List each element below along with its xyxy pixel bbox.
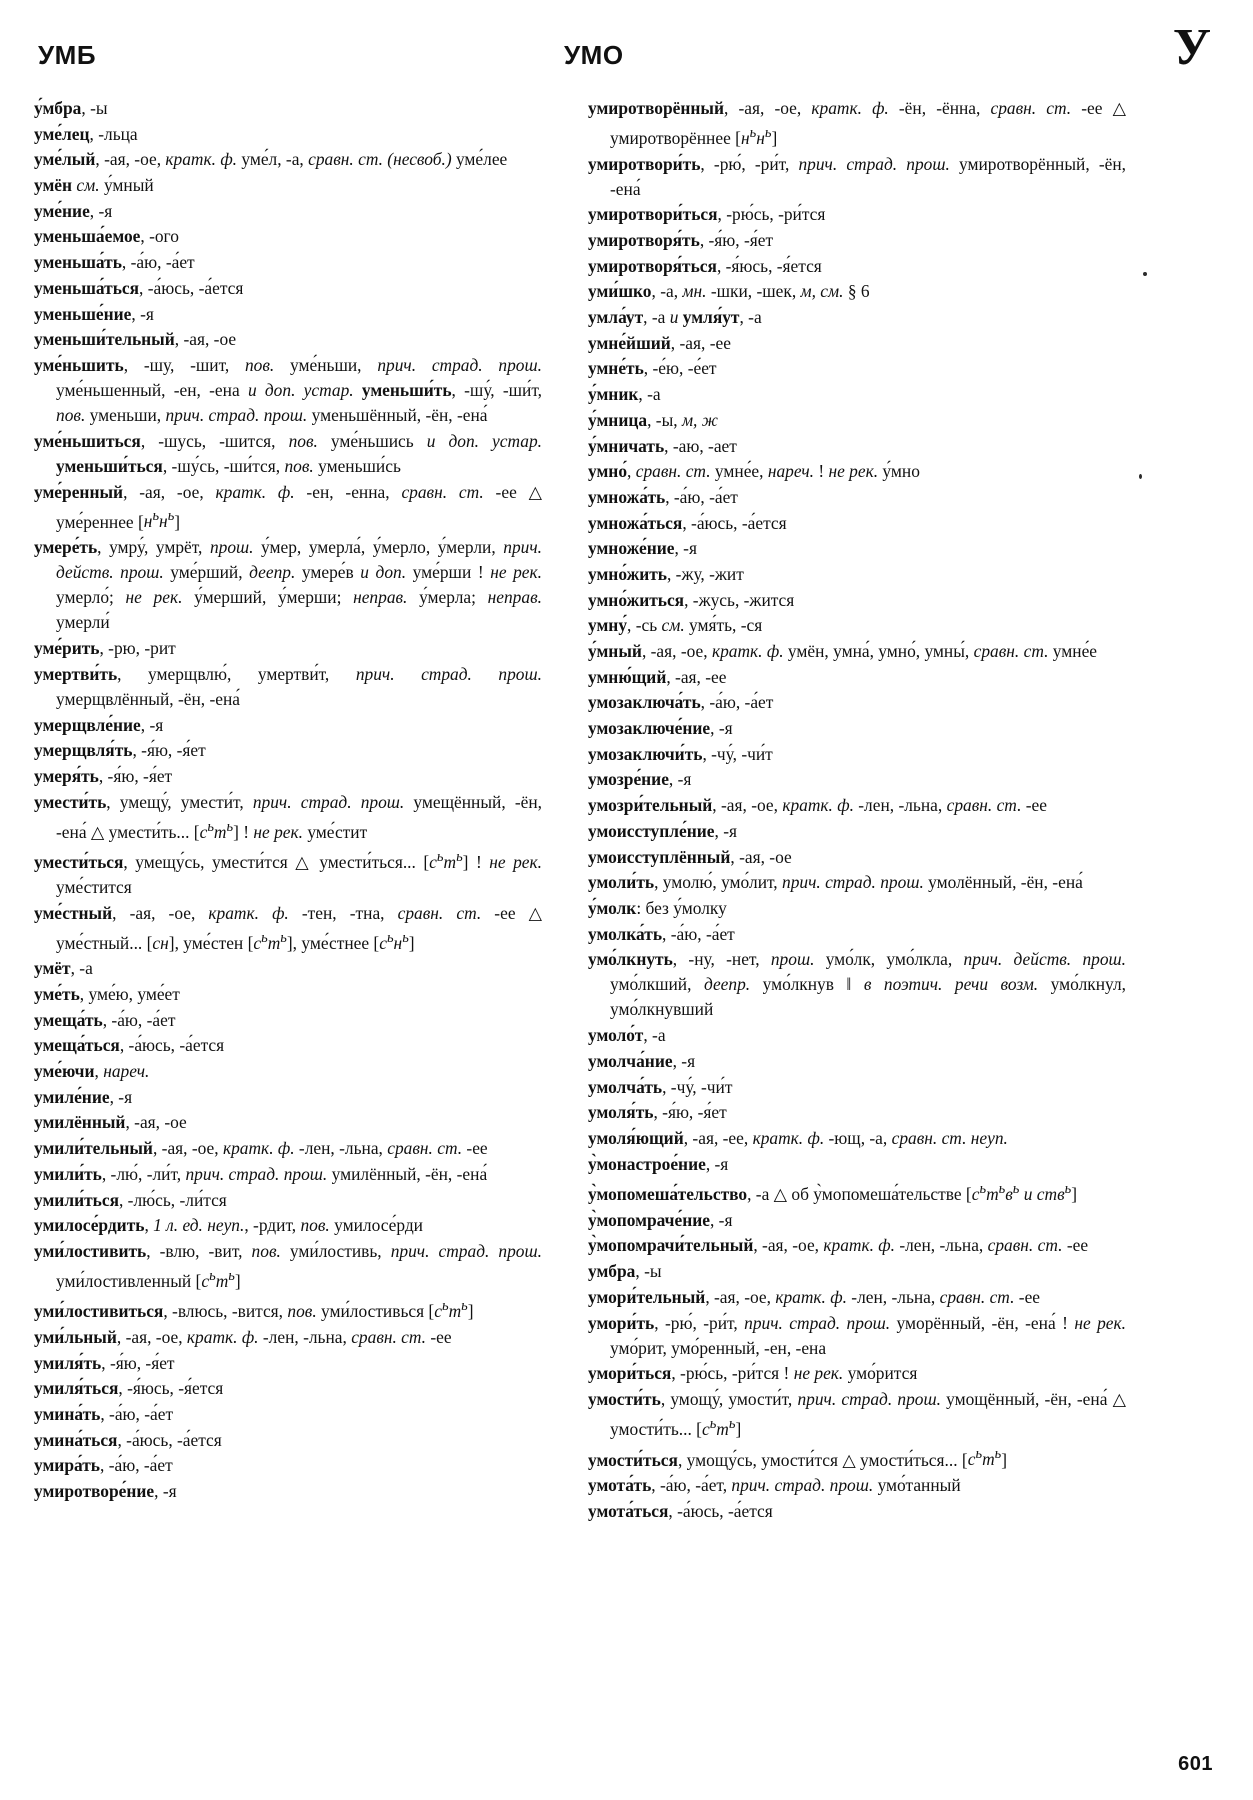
dictionary-entry: уми́льный, -ая, -ое, кратк. ф. -лен, -льна, сравн. ст. -ее [34, 1326, 452, 1347]
dictionary-entry: у́мный, -ая, -ое, кратк. ф. умён, умна́, умно́, умны́, сравн. ст. умне́е [588, 641, 1098, 662]
dictionary-entry: умили́ть, -лю́, -ли́т, прич. страд. прош. умилённый, -ён, -ена́ [34, 1163, 488, 1184]
dictionary-entry: умолча́ть, -чу́, -чи́т [588, 1076, 733, 1097]
dictionary-entry: умиротворя́ться, -я́юсь, -я́ется [588, 255, 822, 276]
dictionary-entry: уми́лостивить, -влю, -вит, пов. уми́лостивь, прич. страд. прош. уми́лостивленный $[с^ьт^ь]$ [34, 1240, 542, 1291]
dictionary-entry: умоли́ть, умолю́, умо́лит, прич. страд. прош. умолённый, -ён, -ена́ [588, 872, 1083, 893]
column-container [34, 96, 1223, 1524]
dictionary-entry: у̀мопомрачи́тельный, -ая, -ое, кратк. ф. -лен, -льна, сравн. ст. -ее [588, 1235, 1089, 1256]
dictionary-entry: умере́ть, умру́, умрёт, прош. у́мер, умерла́, у́мерло, у́мерли, прич. действ. прош. уме́рший, деепр. умере́в и доп. уме́рши ! не рек. умерло́; не рек. у́мерший, у́мерши; неправ. у́мерла; неправ. умерли́ [34, 537, 543, 633]
dictionary-entry: умозаключе́ние, -я [588, 718, 733, 739]
dictionary-entry: уме́ньшиться, -шусь, -шится, пов. уме́ньшись и доп. устар. уменьши́ться, -шу́сь, -ши́тся, пов. уменьши́сь [34, 430, 543, 476]
dictionary-entry: уми́лостивиться, -влюсь, -вится, пов. уми́лостивься $[с^ьт^ь]$ [34, 1298, 474, 1322]
dictionary-entry: умла́ут, -а и умля́ут, -а [588, 307, 762, 328]
dictionary-entry: умозре́ние, -я [588, 769, 692, 790]
dictionary-entry: умости́ть, умощу́, умости́т, прич. страд. прош. умощённый, -ён, -ена́ △ умости́ть... $[с^ьт^ь]$ [588, 1389, 1126, 1439]
dictionary-entry: умоло́т, -а [588, 1025, 666, 1046]
dictionary-entry: умести́ться, умещу́сь, умести́тся △ умести́ться... $[с^ьт^ь]$ ! не рек. уме́стится [34, 849, 543, 898]
dictionary-entry: умори́ть, -рю́, -ри́т, прич. страд. прош. уморённый, -ён, -ена́ ! не рек. умо́рит, умо́ренный, -ен, -ена [588, 1312, 1127, 1358]
dictionary-entry: умозри́тельный, -ая, -ое, кратк. ф. -лен, -льна, сравн. ст. -ее [588, 795, 1047, 816]
page-number: 601 [1178, 1753, 1213, 1775]
dictionary-entry: умолка́ть, -а́ю, -а́ет [588, 923, 735, 944]
dictionary-entry: у́молк: без у́молку [588, 897, 727, 918]
dictionary-entry: умили́ться, -лю́сь, -ли́тся [34, 1189, 227, 1210]
dictionary-entry: уме́стный, -ая, -ое, кратк. ф. -тен, -тна, сравн. ст. -ее △ уме́стный... [сн], уме́стен $[с^ьт^ь]$, уме́стнее $[с^ьн^ь]$ [34, 902, 543, 953]
dictionary-entry: уме́ньшить, -шу, -шит, пов. уме́ньши, прич. страд. прош. уме́ньшенный, -ен, -ена и доп. устар. уменьши́ть, -шу́, -ши́т, пов. уменьши, прич. страд. прош. уменьшённый, -ён, -ена́ [34, 354, 542, 426]
dictionary-entry: умости́ться, умощу́сь, умости́тся △ умости́ться... $[с^ьт^ь]$ [588, 1446, 1008, 1470]
dictionary-entry: уме́лый, -ая, -ое, кратк. ф. уме́л, -а, сравн. ст. (несвоб.) уме́лее [34, 149, 508, 170]
dictionary-entry: умина́ться, -а́юсь, -а́ется [34, 1429, 222, 1450]
dictionary-entry: уме́рить, -рю, -рит [34, 638, 176, 659]
dictionary-entry: умиротвори́ться, -рю́сь, -ри́тся [588, 204, 826, 225]
dictionary-entry: уме́ть, уме́ю, уме́ет [34, 984, 180, 1005]
dictionary-entry: уменьша́ться, -а́юсь, -а́ется [34, 277, 244, 298]
dictionary-entry: у́мница, -ы, м, ж [588, 409, 718, 430]
dictionary-entry: умори́ться, -рю́сь, -ри́тся ! не рек. умо́рится [588, 1363, 918, 1384]
dictionary-entry: умозаключа́ть, -а́ю, -а́ет [588, 692, 774, 713]
dictionary-entry: умён см. у́мный [34, 175, 154, 196]
dictionary-entry: умертви́ть, умерщвлю́, умертви́т, прич. страд. прош. умерщвлённый, -ён, -ена́ [34, 663, 542, 709]
dictionary-entry: умоисступле́ние, -я [588, 820, 737, 841]
dictionary-entry: умно́, сравн. ст. умне́е, нареч. ! не рек. у́мно [588, 461, 920, 482]
dictionary-entry: умерщвле́ние, -я [34, 714, 164, 735]
dictionary-entry: умбра, -ы [588, 1261, 662, 1282]
running-head-letter: У [1172, 19, 1211, 76]
dictionary-entry: уменьша́ть, -а́ю, -а́ет [34, 252, 195, 273]
dictionary-entry: умоля́ющий, -ая, -ее, кратк. ф. -ющ, -а, сравн. ст. неуп. [588, 1127, 1008, 1148]
dictionary-entry: умно́житься, -жусь, -жится [588, 589, 795, 610]
dictionary-entry: умори́тельный, -ая, -ое, кратк. ф. -лен, -льна, сравн. ст. -ее [588, 1286, 1041, 1307]
dictionary-entry: умозаключи́ть, -чу́, -чи́т [588, 743, 773, 764]
dictionary-entry: у̀мопомеша́тельство, -а △ об у̀мопомеша́тельстве [$с^ьт^ьв^ь$ и ств$^ь$] [588, 1181, 1078, 1205]
running-head-middle: УМО [564, 40, 624, 70]
dictionary-entry: умиротворённый, -ая, -ое, кратк. ф. -ён, -ённа, сравн. ст. -ее △ умиротворённее $[н^ьн^ь]$ [588, 98, 1126, 148]
dictionary-entry: умне́йший, -ая, -ее [588, 332, 731, 353]
dictionary-entry: умерщвля́ть, -я́ю, -я́ет [34, 740, 206, 761]
dictionary-entry: умну́, -сь см. умя́ть, -ся [588, 615, 763, 636]
dictionary-entry: у́мник, -а [588, 384, 661, 405]
dictionary-entry: умиротворе́ние, -я [34, 1481, 177, 1502]
dictionary-entry: уме́ние, -я [34, 200, 113, 221]
dictionary-entry: уме́ючи, нареч. [34, 1061, 150, 1082]
dictionary-entry: умиле́ние, -я [34, 1086, 133, 1107]
dictionary-entry: умоля́ть, -я́ю, -я́ет [588, 1102, 727, 1123]
dictionary-entry: уменьше́ние, -я [34, 303, 154, 324]
dictionary-entry: умню́щий, -ая, -ее [588, 666, 727, 687]
dictionary-entry: у̀мопомраче́ние, -я [588, 1209, 733, 1230]
dictionary-entry: уменьши́тельный, -ая, -ое [34, 329, 237, 350]
dictionary-entry: умота́ться, -а́юсь, -а́ется [588, 1500, 773, 1521]
dictionary-entry: умиля́ться, -я́юсь, -я́ется [34, 1378, 224, 1399]
right-column [588, 96, 1126, 1524]
dictionary-entry: умо́лкнуть, -ну, -нет, прош. умо́лк, умо́лкла, прич. действ. прош. умо́лкший, деепр. умо́лкнув ‖ в поэтич. речи возм. умо́лкнул, умо́лкнувший [588, 949, 1127, 1020]
dictionary-entry: умира́ть, -а́ю, -а́ет [34, 1455, 173, 1476]
dictionary-entry: умина́ть, -а́ю, -а́ет [34, 1404, 174, 1425]
dictionary-entry: умеща́ться, -а́юсь, -а́ется [34, 1035, 225, 1056]
dictionary-entry: умиротворя́ть, -я́ю, -я́ет [588, 230, 774, 251]
dictionary-entry: умеря́ть, -я́ю, -я́ет [34, 765, 173, 786]
ink-speck [1143, 272, 1147, 276]
dictionary-entry: умножа́ться, -а́юсь, -а́ется [588, 512, 787, 533]
dictionary-entry: уме́лец, -льца [34, 123, 138, 144]
dictionary-entry: у́мбра, -ы [34, 98, 108, 118]
dictionary-entry: умиротвори́ть, -рю́, -ри́т, прич. страд. прош. умиротворённый, -ён, -ена́ [588, 153, 1126, 199]
dictionary-entry: умёт, -а [34, 958, 93, 979]
dictionary-entry: умно́жить, -жу, -жит [588, 563, 744, 584]
dictionary-entry: умили́тельный, -ая, -ое, кратк. ф. -лен, -льна, сравн. ст. -ее [34, 1138, 488, 1159]
dictionary-entry: умеща́ть, -а́ю, -а́ет [34, 1009, 176, 1030]
dictionary-entry: умне́ть, -е́ю, -е́ет [588, 358, 717, 379]
dictionary-entry: уми́шко, -а, мн. -шки, -шек, м, см. § 6 [588, 281, 870, 302]
dictionary-entry: умноже́ние, -я [588, 538, 697, 559]
dictionary-entry: у́мничать, -аю, -ает [588, 435, 737, 456]
dictionary-entry: умести́ть, умещу́, умести́т, прич. страд. прош. умещённый, -ён, -ена́ △ умести́ть... $[с^ьт^ь]$ ! не рек. уме́стит [34, 791, 542, 842]
dictionary-entry: у̀монастрое́ние, -я [588, 1153, 729, 1174]
dictionary-entry: умилосе́рдить, 1 л. ед. неуп., -рдит, пов. умилосе́рди [34, 1215, 423, 1236]
dictionary-entry: умоисступлённый, -ая, -ое [588, 846, 792, 867]
running-head-left: УМБ [38, 40, 97, 70]
dictionary-entry: умилённый, -ая, -ое [34, 1112, 187, 1133]
ink-speck [1139, 474, 1142, 479]
dictionary-entry: уменьша́емое, -ого [34, 226, 179, 247]
dictionary-entry: умиля́ть, -я́ю, -я́ет [34, 1352, 175, 1373]
running-head [34, 19, 1223, 88]
dictionary-entry: умолча́ние, -я [588, 1050, 696, 1071]
dictionary-entry: умножа́ть, -а́ю, -а́ет [588, 486, 738, 507]
dictionary-entry: умота́ть, -а́ю, -а́ет, прич. страд. прош. умо́танный [588, 1475, 961, 1496]
dictionary-entry: уме́ренный, -ая, -ое, кратк. ф. -ен, -енна, сравн. ст. -ее △ уме́реннее $[н^ьн^ь]$ [34, 481, 542, 532]
left-column [34, 96, 542, 1505]
